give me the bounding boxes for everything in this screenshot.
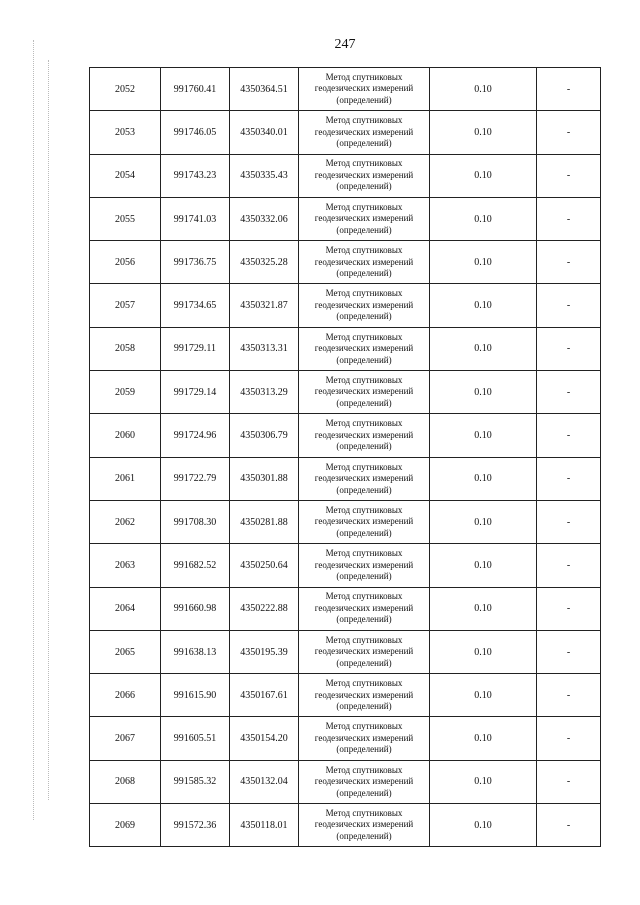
accuracy-cell: 0.10 — [430, 804, 537, 847]
point-id-cell: 2066 — [90, 674, 161, 717]
x-coordinate-cell: 991760.41 — [161, 68, 230, 111]
method-line: Метод спутниковых — [325, 634, 403, 645]
method-cell — [299, 327, 430, 370]
y-coordinate-cell: 4350313.31 — [230, 327, 299, 370]
method-line: геодезических измерений — [314, 256, 414, 267]
table-row — [90, 630, 601, 673]
point-id-cell: 2052 — [90, 68, 161, 111]
method-cell — [299, 111, 430, 154]
x-coordinate-cell: 991724.96 — [161, 414, 230, 457]
table-row — [90, 111, 601, 154]
method-cell — [299, 154, 430, 197]
point-id-cell: 2065 — [90, 630, 161, 673]
point-id-cell: 2063 — [90, 544, 161, 587]
method-line: (определений) — [336, 744, 392, 755]
point-id-cell: 2060 — [90, 414, 161, 457]
note-cell: - — [537, 241, 601, 284]
x-coordinate-cell: 991615.90 — [161, 674, 230, 717]
note-cell: - — [537, 717, 601, 760]
note-cell: - — [537, 500, 601, 543]
method-line: Метод спутниковых — [325, 548, 403, 559]
method-line: Метод спутниковых — [325, 764, 403, 775]
point-id-cell: 2053 — [90, 111, 161, 154]
x-coordinate-cell: 991660.98 — [161, 587, 230, 630]
accuracy-cell: 0.10 — [430, 414, 537, 457]
y-coordinate-cell: 4350132.04 — [230, 760, 299, 803]
table-row — [90, 804, 601, 847]
method-line: Метод спутниковых — [325, 158, 403, 169]
method-line: (определений) — [336, 181, 392, 192]
x-coordinate-cell: 991734.65 — [161, 284, 230, 327]
method-line: Метод спутниковых — [325, 504, 403, 515]
y-coordinate-cell: 4350222.88 — [230, 587, 299, 630]
method-cell — [299, 760, 430, 803]
method-cell — [299, 371, 430, 414]
point-id-cell: 2059 — [90, 371, 161, 414]
table-row — [90, 414, 601, 457]
table-row — [90, 544, 601, 587]
method-line: геодезических измерений — [314, 83, 414, 94]
method-line: геодезических измерений — [314, 429, 414, 440]
method-line: геодезических измерений — [314, 516, 414, 527]
method-cell — [299, 68, 430, 111]
table-row — [90, 760, 601, 803]
y-coordinate-cell: 4350306.79 — [230, 414, 299, 457]
point-id-cell: 2068 — [90, 760, 161, 803]
method-line: (определений) — [336, 701, 392, 712]
note-cell: - — [537, 544, 601, 587]
y-coordinate-cell: 4350340.01 — [230, 111, 299, 154]
accuracy-cell: 0.10 — [430, 630, 537, 673]
method-line: геодезических измерений — [314, 776, 414, 787]
accuracy-cell: 0.10 — [430, 500, 537, 543]
method-line: (определений) — [336, 268, 392, 279]
accuracy-cell: 0.10 — [430, 111, 537, 154]
point-id-cell: 2069 — [90, 804, 161, 847]
x-coordinate-cell: 991736.75 — [161, 241, 230, 284]
point-id-cell: 2061 — [90, 457, 161, 500]
method-line: (определений) — [336, 830, 392, 841]
y-coordinate-cell: 4350364.51 — [230, 68, 299, 111]
method-cell — [299, 717, 430, 760]
method-line: геодезических измерений — [314, 126, 414, 137]
method-line: (определений) — [336, 571, 392, 582]
y-coordinate-cell: 4350325.28 — [230, 241, 299, 284]
method-cell — [299, 500, 430, 543]
method-line: Метод спутниковых — [325, 418, 403, 429]
y-coordinate-cell: 4350154.20 — [230, 717, 299, 760]
y-coordinate-cell: 4350195.39 — [230, 630, 299, 673]
y-coordinate-cell: 4350321.87 — [230, 284, 299, 327]
scan-margin-mark — [48, 60, 49, 800]
y-coordinate-cell: 4350167.61 — [230, 674, 299, 717]
table-row — [90, 68, 601, 111]
y-coordinate-cell: 4350250.64 — [230, 544, 299, 587]
method-line: Метод спутниковых — [325, 461, 403, 472]
point-id-cell: 2055 — [90, 197, 161, 240]
method-cell — [299, 804, 430, 847]
point-id-cell: 2058 — [90, 327, 161, 370]
x-coordinate-cell: 991729.14 — [161, 371, 230, 414]
table-row — [90, 327, 601, 370]
method-line: (определений) — [336, 138, 392, 149]
method-cell — [299, 674, 430, 717]
x-coordinate-cell: 991572.36 — [161, 804, 230, 847]
accuracy-cell: 0.10 — [430, 674, 537, 717]
method-line: (определений) — [336, 484, 392, 495]
x-coordinate-cell: 991682.52 — [161, 544, 230, 587]
scan-margin-mark — [33, 40, 34, 820]
point-id-cell: 2054 — [90, 154, 161, 197]
note-cell: - — [537, 457, 601, 500]
method-line: геодезических измерений — [314, 559, 414, 570]
method-cell — [299, 544, 430, 587]
table-row — [90, 500, 601, 543]
x-coordinate-cell: 991585.32 — [161, 760, 230, 803]
accuracy-cell: 0.10 — [430, 544, 537, 587]
table-row — [90, 457, 601, 500]
method-line: Метод спутниковых — [325, 201, 403, 212]
y-coordinate-cell: 4350281.88 — [230, 500, 299, 543]
x-coordinate-cell: 991638.13 — [161, 630, 230, 673]
point-id-cell: 2062 — [90, 500, 161, 543]
method-line: геодезических измерений — [314, 732, 414, 743]
accuracy-cell: 0.10 — [430, 327, 537, 370]
table-row — [90, 154, 601, 197]
method-line: геодезических измерений — [314, 343, 414, 354]
x-coordinate-cell: 991708.30 — [161, 500, 230, 543]
x-coordinate-cell: 991746.05 — [161, 111, 230, 154]
coordinates-table — [89, 67, 601, 847]
table-row — [90, 241, 601, 284]
note-cell: - — [537, 154, 601, 197]
point-id-cell: 2057 — [90, 284, 161, 327]
method-line: геодезических измерений — [314, 213, 414, 224]
method-line: (определений) — [336, 354, 392, 365]
note-cell: - — [537, 68, 601, 111]
method-cell — [299, 457, 430, 500]
x-coordinate-cell: 991605.51 — [161, 717, 230, 760]
table-row — [90, 197, 601, 240]
method-cell — [299, 284, 430, 327]
method-line: Метод спутниковых — [325, 374, 403, 385]
y-coordinate-cell: 4350335.43 — [230, 154, 299, 197]
method-line: Метод спутниковых — [325, 331, 403, 342]
method-line: (определений) — [336, 441, 392, 452]
method-cell — [299, 587, 430, 630]
accuracy-cell: 0.10 — [430, 241, 537, 284]
method-line: Метод спутниковых — [325, 591, 403, 602]
y-coordinate-cell: 4350118.01 — [230, 804, 299, 847]
method-line: геодезических измерений — [314, 602, 414, 613]
note-cell: - — [537, 760, 601, 803]
method-line: Метод спутниковых — [325, 288, 403, 299]
note-cell: - — [537, 587, 601, 630]
page-number: 247 — [334, 37, 356, 52]
note-cell: - — [537, 371, 601, 414]
method-cell — [299, 414, 430, 457]
accuracy-cell: 0.10 — [430, 154, 537, 197]
method-line: Метод спутниковых — [325, 115, 403, 126]
x-coordinate-cell: 991729.11 — [161, 327, 230, 370]
method-line: геодезических измерений — [314, 299, 414, 310]
method-line: (определений) — [336, 657, 392, 668]
point-id-cell: 2056 — [90, 241, 161, 284]
method-line: (определений) — [336, 224, 392, 235]
table-row — [90, 717, 601, 760]
method-line: (определений) — [336, 614, 392, 625]
method-line: геодезических измерений — [314, 169, 414, 180]
table-body — [90, 68, 601, 847]
method-line: Метод спутниковых — [325, 678, 403, 689]
method-cell — [299, 197, 430, 240]
method-line: Метод спутниковых — [325, 245, 403, 256]
accuracy-cell: 0.10 — [430, 760, 537, 803]
accuracy-cell: 0.10 — [430, 284, 537, 327]
method-line: (определений) — [336, 397, 392, 408]
x-coordinate-cell: 991741.03 — [161, 197, 230, 240]
accuracy-cell: 0.10 — [430, 68, 537, 111]
note-cell: - — [537, 414, 601, 457]
table-row — [90, 284, 601, 327]
note-cell: - — [537, 111, 601, 154]
note-cell: - — [537, 284, 601, 327]
method-line: геодезических измерений — [314, 473, 414, 484]
note-cell: - — [537, 804, 601, 847]
note-cell: - — [537, 630, 601, 673]
note-cell: - — [537, 197, 601, 240]
method-line: геодезических измерений — [314, 386, 414, 397]
point-id-cell: 2067 — [90, 717, 161, 760]
method-line: (определений) — [336, 311, 392, 322]
accuracy-cell: 0.10 — [430, 587, 537, 630]
table-row — [90, 371, 601, 414]
method-line: геодезических измерений — [314, 819, 414, 830]
method-line: (определений) — [336, 527, 392, 538]
method-line: Метод спутниковых — [325, 807, 403, 818]
method-cell — [299, 630, 430, 673]
note-cell: - — [537, 674, 601, 717]
y-coordinate-cell: 4350301.88 — [230, 457, 299, 500]
table-row — [90, 587, 601, 630]
method-line: (определений) — [336, 94, 392, 105]
coordinates-table-container — [89, 67, 601, 847]
accuracy-cell: 0.10 — [430, 197, 537, 240]
accuracy-cell: 0.10 — [430, 717, 537, 760]
method-cell — [299, 241, 430, 284]
point-id-cell: 2064 — [90, 587, 161, 630]
method-line: геодезических измерений — [314, 646, 414, 657]
method-line: (определений) — [336, 787, 392, 798]
y-coordinate-cell: 4350332.06 — [230, 197, 299, 240]
method-line: Метод спутниковых — [325, 721, 403, 732]
method-line: геодезических измерений — [314, 689, 414, 700]
method-line: Метод спутниковых — [325, 71, 403, 82]
x-coordinate-cell: 991722.79 — [161, 457, 230, 500]
table-row — [90, 674, 601, 717]
y-coordinate-cell: 4350313.29 — [230, 371, 299, 414]
x-coordinate-cell: 991743.23 — [161, 154, 230, 197]
note-cell: - — [537, 327, 601, 370]
accuracy-cell: 0.10 — [430, 457, 537, 500]
accuracy-cell: 0.10 — [430, 371, 537, 414]
